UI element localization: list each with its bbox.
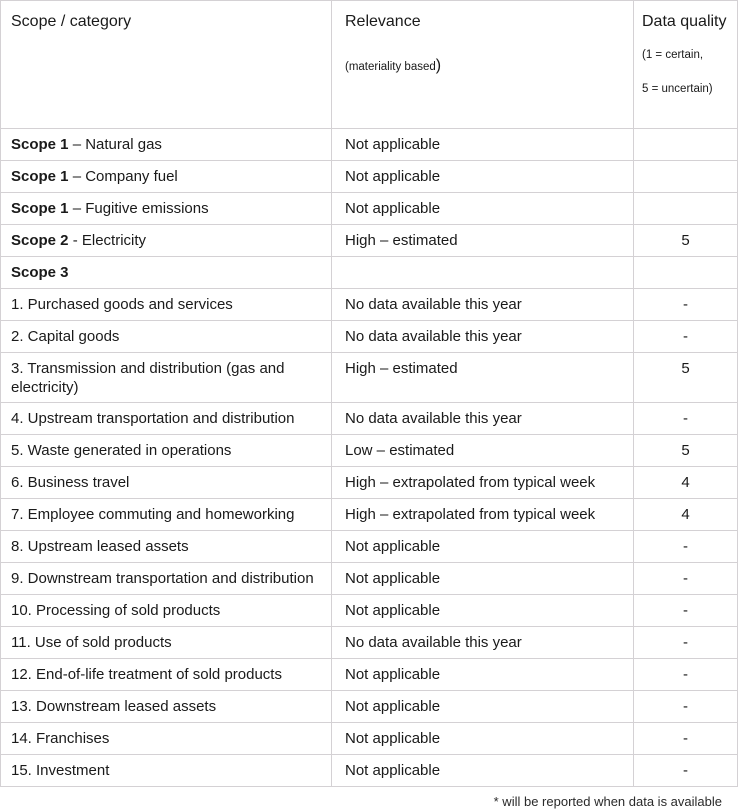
category-bold-text: Scope 3: [11, 264, 69, 281]
table-row: [1, 193, 738, 225]
category-text: – Company fuel: [68, 168, 178, 185]
relevance-cell: No data available this year: [332, 321, 634, 353]
table-row: [1, 755, 738, 787]
quality-cell: 4: [634, 467, 738, 499]
relevance-cell: No data available this year: [332, 403, 634, 435]
category-cell: [1, 499, 332, 531]
header-quality-scale-line1: (1 = certain,: [642, 49, 704, 61]
category-cell: [1, 467, 332, 499]
header-relevance-label: Relevance: [345, 13, 421, 30]
category-cell: [1, 435, 332, 467]
table-row: [1, 499, 738, 531]
category-bold-text: Scope 1: [11, 200, 69, 217]
category-cell: [1, 627, 332, 659]
header-relevance-subnote-paren: ): [435, 57, 442, 74]
quality-cell: -: [634, 627, 738, 659]
relevance-cell: Not applicable: [332, 595, 634, 627]
header-quality-scale-line2: 5 = uncertain): [642, 83, 713, 95]
quality-cell: 5: [634, 435, 738, 467]
category-text: 6. Business travel: [11, 474, 130, 491]
category-bold-text: Scope 1: [11, 168, 69, 185]
category-text: 15. Investment: [11, 762, 110, 779]
relevance-cell: Not applicable: [332, 723, 634, 755]
category-cell: [1, 129, 332, 161]
category-text: 12. End-of-life treatment of sold products: [11, 666, 282, 683]
table-row: [1, 723, 738, 755]
header-scope-category-label: Scope / category: [11, 13, 132, 30]
category-text: 2. Capital goods: [11, 328, 120, 345]
category-text: 13. Downstream leased assets: [11, 698, 217, 715]
category-cell: [1, 595, 332, 627]
quality-cell: [634, 129, 738, 161]
category-text: 14. Franchises: [11, 730, 110, 747]
table-header: [1, 1, 738, 129]
category-cell: [1, 321, 332, 353]
category-text: 4. Upstream transportation and distribution: [11, 410, 295, 427]
header-relevance-subnote: [345, 59, 625, 74]
table-row: [1, 691, 738, 723]
header-row: [1, 1, 738, 129]
category-text: – Natural gas: [68, 136, 162, 153]
table-footnote: * will be reported when data is available: [493, 794, 722, 809]
header-data-quality: [634, 1, 738, 129]
table-row: [1, 257, 738, 289]
relevance-cell: Not applicable: [332, 161, 634, 193]
relevance-cell: High – extrapolated from typical week: [332, 499, 634, 531]
category-cell: [1, 257, 332, 289]
relevance-cell: High – estimated: [332, 225, 634, 257]
relevance-cell: Not applicable: [332, 531, 634, 563]
relevance-cell: [332, 257, 634, 289]
category-text: 10. Processing of sold products: [11, 602, 221, 619]
relevance-cell: Low – estimated: [332, 435, 634, 467]
header-relevance-subnote-text: (materiality based: [345, 61, 436, 73]
relevance-cell: Not applicable: [332, 193, 634, 225]
category-text: 5. Waste generated in operations: [11, 442, 232, 459]
category-text: 9. Downstream transportation and distribution: [11, 570, 314, 587]
table-row: [1, 467, 738, 499]
category-cell: [1, 755, 332, 787]
quality-cell: -: [634, 321, 738, 353]
category-cell: [1, 193, 332, 225]
relevance-cell: Not applicable: [332, 563, 634, 595]
relevance-cell: No data available this year: [332, 627, 634, 659]
table-row: [1, 225, 738, 257]
category-cell: [1, 563, 332, 595]
quality-cell: [634, 161, 738, 193]
category-cell: [1, 723, 332, 755]
category-text: 11. Use of sold products: [11, 634, 172, 651]
table-row: [1, 595, 738, 627]
relevance-cell: High – estimated: [332, 353, 634, 403]
table-row: [1, 563, 738, 595]
table-row: [1, 531, 738, 563]
quality-cell: [634, 193, 738, 225]
table-row: [1, 659, 738, 691]
category-text: 8. Upstream leased assets: [11, 538, 189, 555]
table-row: [1, 627, 738, 659]
category-text: 1. Purchased goods and services: [11, 296, 233, 313]
category-text: – Fugitive emissions: [68, 200, 209, 217]
category-cell: [1, 659, 332, 691]
category-text: 3. Transmission and distribution (gas and electricity): [11, 360, 285, 396]
relevance-cell: Not applicable: [332, 129, 634, 161]
category-cell: [1, 161, 332, 193]
category-bold-text: Scope 2: [11, 232, 69, 249]
category-cell: [1, 225, 332, 257]
quality-cell: -: [634, 723, 738, 755]
quality-cell: 4: [634, 499, 738, 531]
category-text: - Electricity: [68, 232, 147, 249]
quality-cell: 5: [634, 225, 738, 257]
table-row: [1, 129, 738, 161]
category-cell: [1, 289, 332, 321]
quality-cell: -: [634, 755, 738, 787]
category-text: 7. Employee commuting and homeworking: [11, 506, 295, 523]
table-row: [1, 289, 738, 321]
header-data-quality-label: Data quality: [642, 13, 727, 30]
quality-cell: -: [634, 691, 738, 723]
relevance-cell: No data available this year: [332, 289, 634, 321]
header-scope-category: [1, 1, 332, 129]
quality-cell: 5: [634, 353, 738, 403]
header-relevance: [332, 1, 634, 129]
quality-cell: -: [634, 403, 738, 435]
quality-cell: -: [634, 289, 738, 321]
quality-cell: [634, 257, 738, 289]
quality-cell: -: [634, 563, 738, 595]
category-cell: [1, 353, 332, 403]
relevance-cell: High – extrapolated from typical week: [332, 467, 634, 499]
quality-cell: -: [634, 595, 738, 627]
table-row: [1, 353, 738, 403]
category-cell: [1, 691, 332, 723]
relevance-cell: Not applicable: [332, 755, 634, 787]
table-body: [1, 129, 738, 787]
relevance-cell: Not applicable: [332, 691, 634, 723]
category-cell: [1, 403, 332, 435]
table-row: [1, 161, 738, 193]
table-row: [1, 321, 738, 353]
category-bold-text: Scope 1: [11, 136, 69, 153]
quality-cell: -: [634, 531, 738, 563]
table-row: [1, 435, 738, 467]
quality-cell: -: [634, 659, 738, 691]
relevance-cell: Not applicable: [332, 659, 634, 691]
category-cell: [1, 531, 332, 563]
table-row: [1, 403, 738, 435]
